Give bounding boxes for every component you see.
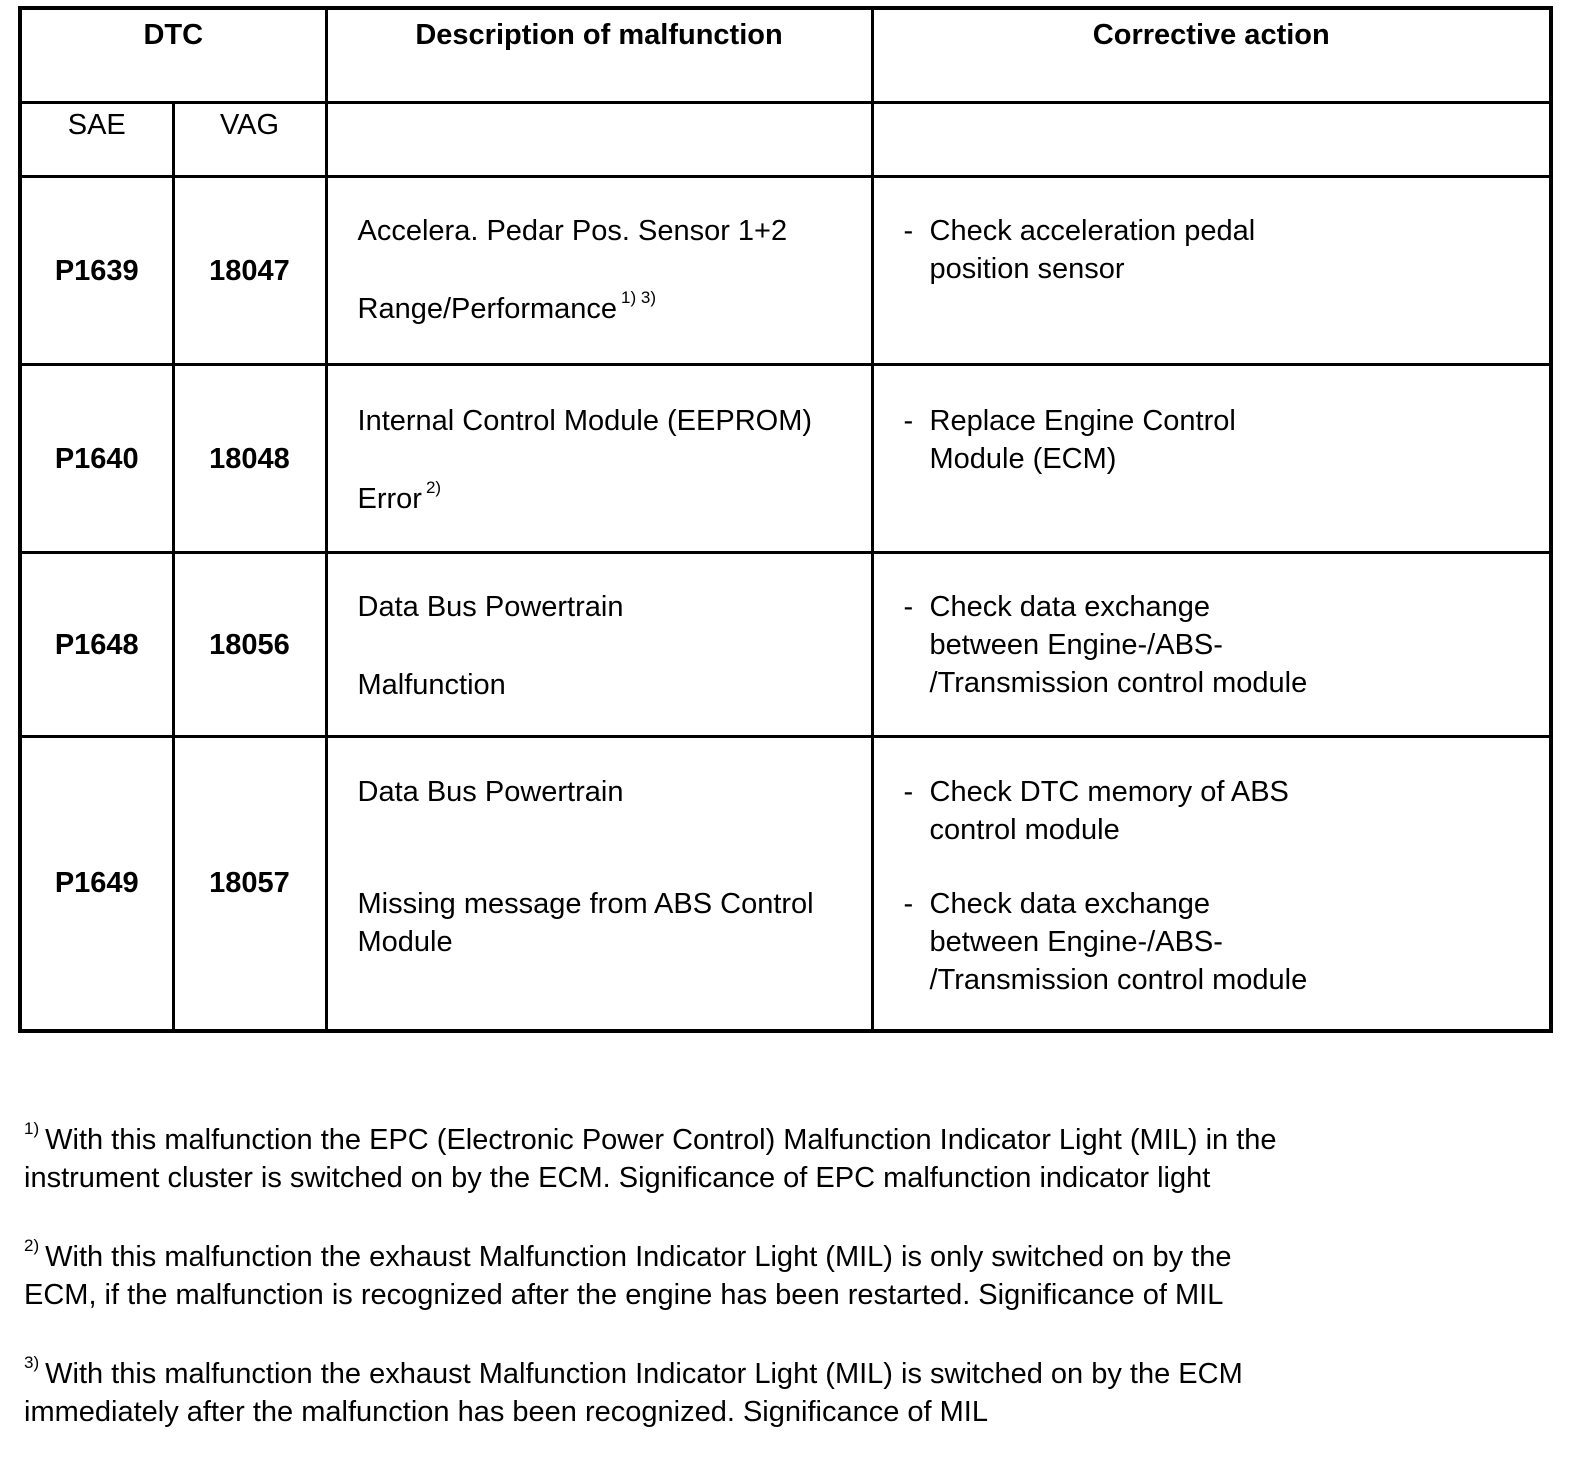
table-row — [20, 177, 1551, 365]
sae-code: P1639 — [20, 177, 173, 365]
action-line: Check data exchange — [929, 888, 1211, 920]
description-line: Data Bus Powertrain — [357, 776, 624, 808]
footnote-text: ECM, if the malfunction is recognized after the engine has been restarted. Significance of MIL — [24, 1279, 1224, 1311]
action-line: control module — [929, 814, 1120, 846]
description-line: Range/Performance — [357, 293, 618, 325]
footnote-ref: 2) — [425, 478, 442, 497]
footnote-text: With this malfunction the exhaust Malfunction Indicator Light (MIL) is switched on by the ECM — [45, 1358, 1243, 1390]
description-line: Accelera. Pedar Pos. Sensor 1+2 — [357, 215, 788, 247]
vag-code: 18057 — [173, 737, 326, 1031]
corrective-action — [872, 365, 1551, 553]
header-corrective-action: Corrective action — [872, 8, 1551, 103]
bullet-dash: - — [903, 405, 914, 437]
footnote-ref: 1) 3) — [621, 288, 657, 307]
sae-code: P1640 — [20, 365, 173, 553]
malfunction-description — [326, 177, 872, 365]
action-item — [904, 885, 1550, 999]
action-line: Replace Engine Control — [929, 405, 1236, 437]
action-line: position sensor — [929, 253, 1125, 285]
header-row — [20, 8, 1551, 103]
footnote-text: instrument cluster is switched on by the ECM. Significance of EPC malfunction indicator light — [24, 1162, 1211, 1194]
action-line: Module (ECM) — [929, 443, 1117, 475]
vag-code: 18048 — [173, 365, 326, 553]
vag-code: 18047 — [173, 177, 326, 365]
footnote-mark: 3) — [24, 1353, 40, 1372]
bullet-dash: - — [903, 591, 914, 623]
corrective-action — [872, 737, 1551, 1031]
header-description: Description of malfunction — [326, 8, 872, 103]
description-line: Module — [357, 926, 453, 958]
subheader-vag: VAG — [173, 103, 326, 177]
description-line: Missing message from ABS Control — [357, 888, 814, 920]
sae-code: P1649 — [20, 737, 173, 1031]
footnote — [24, 1121, 1554, 1197]
bullet-dash: - — [903, 776, 914, 808]
footnote-text: immediately after the malfunction has been recognized. Significance of MIL — [24, 1396, 988, 1428]
subheader-description-empty — [326, 103, 872, 177]
footnotes — [24, 1121, 1554, 1472]
action-line: Check DTC memory of ABS — [929, 776, 1289, 808]
action-line: between Engine-/ABS- — [929, 629, 1223, 661]
sae-code: P1648 — [20, 553, 173, 737]
action-item — [904, 212, 1550, 288]
vag-code: 18056 — [173, 553, 326, 737]
action-line: Check data exchange — [929, 591, 1211, 623]
action-line: between Engine-/ABS- — [929, 926, 1223, 958]
corrective-action — [872, 177, 1551, 365]
header-dtc: DTC — [20, 8, 326, 103]
bullet-dash: - — [903, 888, 914, 920]
footnote-text: With this malfunction the exhaust Malfunction Indicator Light (MIL) is only switched on by the — [45, 1241, 1232, 1273]
action-item — [904, 402, 1550, 478]
action-line: /Transmission control module — [929, 667, 1308, 699]
malfunction-description — [326, 737, 872, 1031]
footnote-mark: 1) — [24, 1119, 40, 1138]
malfunction-description — [326, 553, 872, 737]
malfunction-description — [326, 365, 872, 553]
action-item — [904, 773, 1550, 849]
corrective-action — [872, 553, 1551, 737]
table-row — [20, 737, 1551, 1031]
footnote-text: With this malfunction the EPC (Electronic Power Control) Malfunction Indicator Light (MIL) in the — [45, 1124, 1277, 1156]
subheader-row — [20, 103, 1551, 177]
table-row — [20, 365, 1551, 553]
footnote — [24, 1355, 1554, 1431]
subheader-action-empty — [872, 103, 1551, 177]
footnote — [24, 1238, 1554, 1314]
description-line: Malfunction — [357, 669, 506, 701]
action-line: /Transmission control module — [929, 964, 1308, 996]
table-row — [20, 553, 1551, 737]
action-line: Check acceleration pedal — [929, 215, 1256, 247]
action-item — [904, 588, 1550, 702]
bullet-dash: - — [903, 215, 914, 247]
subheader-sae: SAE — [20, 103, 173, 177]
dtc-table — [18, 6, 1553, 1033]
description-line: Internal Control Module (EEPROM) — [357, 405, 813, 437]
footnote-mark: 2) — [24, 1236, 40, 1255]
description-line: Data Bus Powertrain — [357, 591, 624, 623]
description-line: Error — [357, 483, 422, 515]
